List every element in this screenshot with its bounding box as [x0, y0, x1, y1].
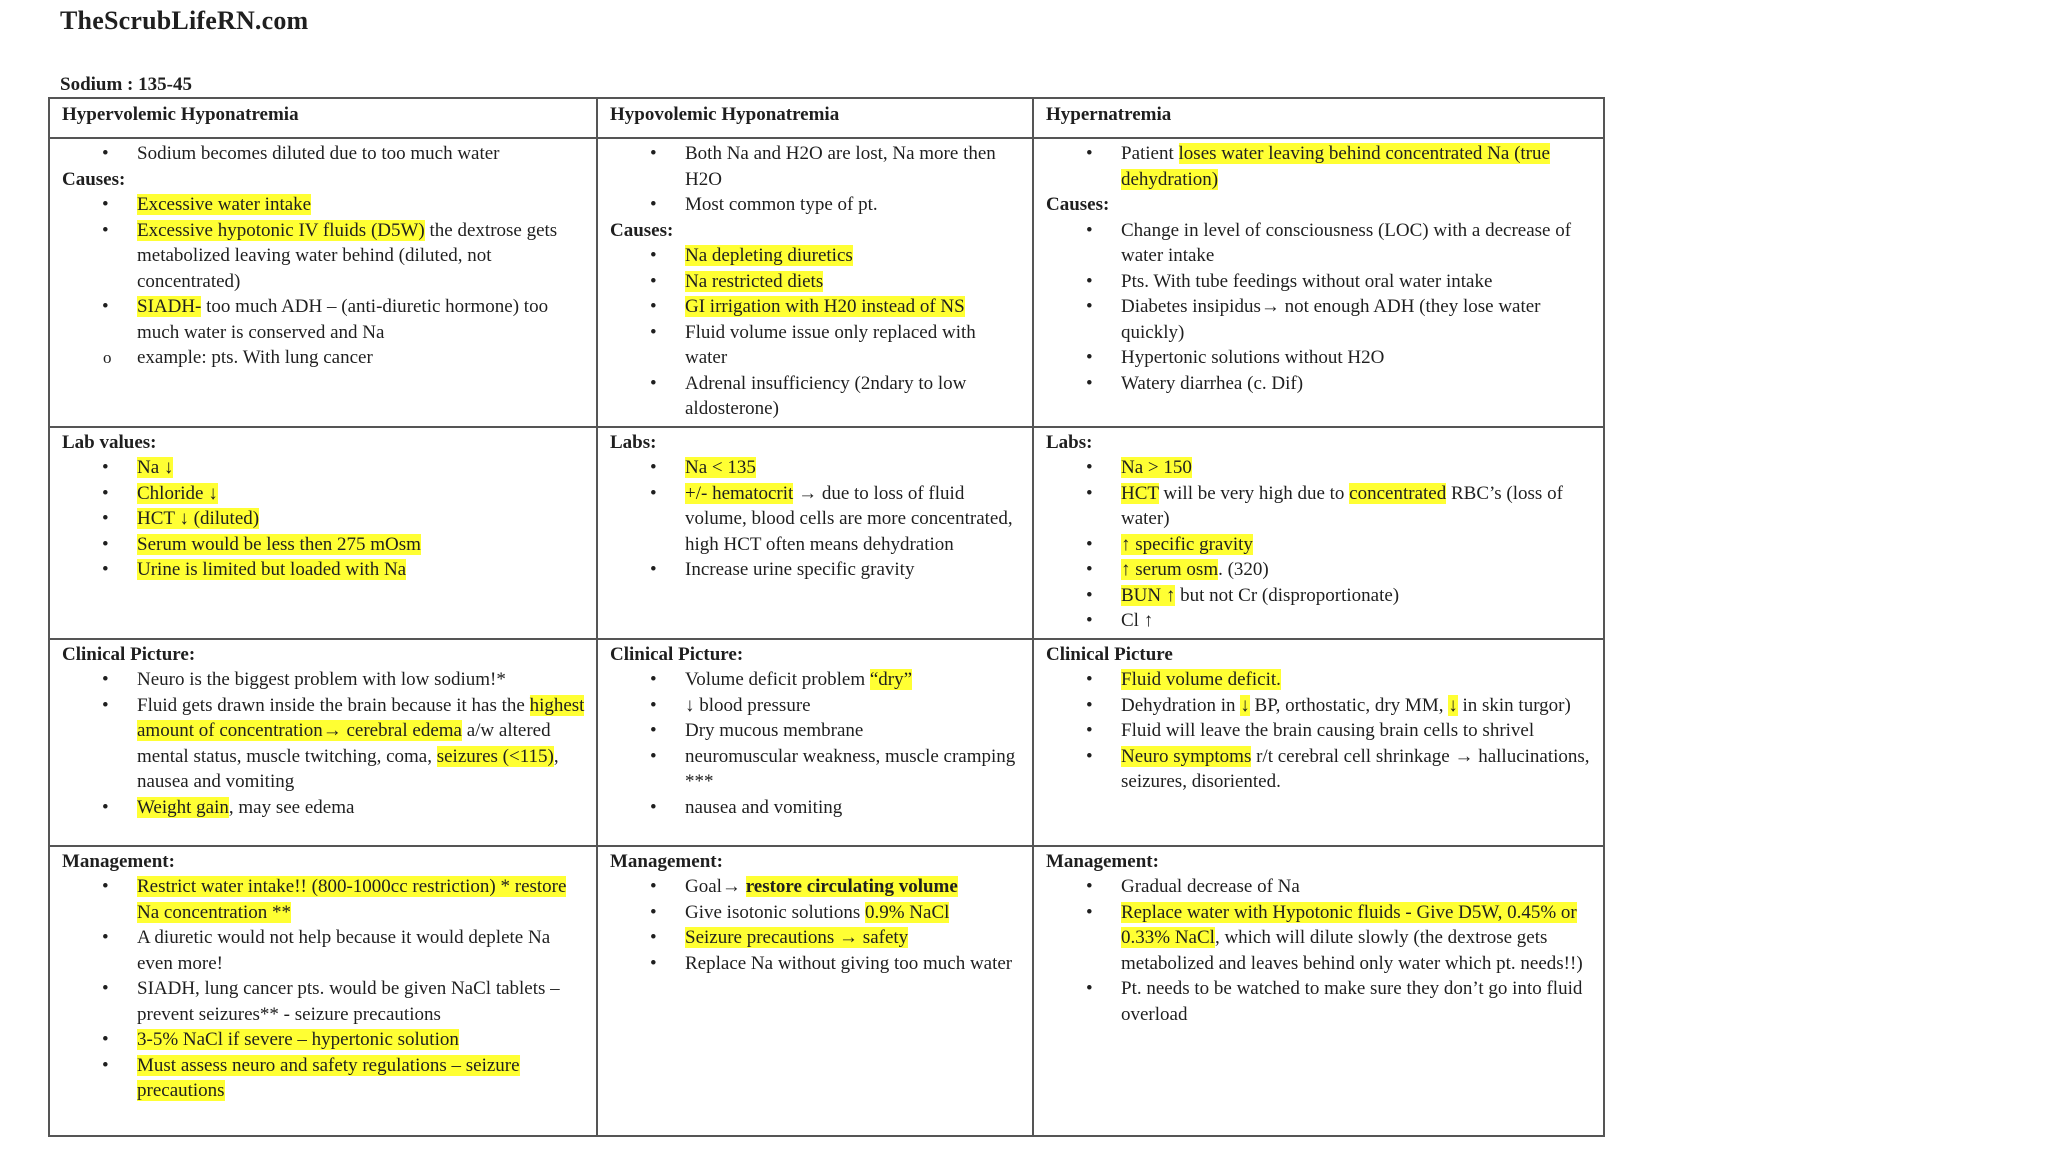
down-arrow-icon: ↓ [1240, 694, 1250, 716]
hypovolemic-causes-cell [597, 138, 1033, 427]
list-item: • Must assess neuro and safety regulations – seizure precautions [62, 1053, 586, 1104]
list-item: • Na depleting diuretics [610, 243, 1022, 269]
list-item: • Patient loses water leaving behind concentrated Na (true dehydration) [1046, 141, 1593, 192]
list-item: • Fluid volume deficit. [1046, 667, 1593, 693]
list-item: • Excessive hypotonic IV fluids (D5W) the dextrose gets metabolized leaving water behind (diluted, not concentrated) [62, 218, 586, 295]
clinical-label: Clinical Picture: [610, 643, 744, 665]
list-item: • HCT will be very high due to concentrated RBC’s (loss of water) [1046, 481, 1593, 532]
list-item: • 3-5% NaCl if severe – hypertonic solution [62, 1027, 586, 1053]
list-item: • Dehydration in ↓ BP, orthostatic, dry MM, ↓ in skin turgor) [1046, 693, 1593, 719]
list-item: • Pts. With tube feedings without oral water intake [1046, 269, 1593, 295]
list-item: • Volume deficit problem “dry” [610, 667, 1022, 693]
sodium-table [48, 97, 1605, 1137]
list-item: • +/- hematocrit → due to loss of fluid volume, blood cells are more concentrated, high HCT often means dehydration [610, 481, 1022, 558]
list-item: • Serum would be less then 275 mOsm [62, 532, 586, 558]
list-item: • Watery diarrhea (c. Dif) [1046, 371, 1593, 397]
list-item: • ↑ serum osm. (320) [1046, 557, 1593, 583]
site-title: TheScrubLifeRN.com [60, 6, 309, 35]
list-item: • Increase urine specific gravity [610, 557, 1022, 583]
list-item: • ↓ blood pressure [610, 693, 1022, 719]
list-item: • HCT ↓ (diluted) [62, 506, 586, 532]
labs-label: Labs: [1046, 431, 1093, 453]
causes-label: Causes: [1046, 194, 1110, 215]
list-item: • Both Na and H2O are lost, Na more then H2O [610, 141, 1022, 192]
list-item: • Sodium becomes diluted due to too much water [62, 141, 586, 167]
list-item: • BUN ↑ but not Cr (disproportionate) [1046, 583, 1593, 609]
hypovolemic-clinical-cell [597, 639, 1033, 846]
list-item: • Give isotonic solutions 0.9% NaCl [610, 900, 1022, 926]
list-item: • Cl ↑ [1046, 608, 1593, 634]
list-item: • ↑ specific gravity [1046, 532, 1593, 558]
list-item: • SIADH, lung cancer pts. would be given NaCl tablets – prevent seizures** - seizure precautions [62, 976, 586, 1027]
list-item: • Neuro symptoms r/t cerebral cell shrinkage → hallucinations, seizures, disoriented. [1046, 744, 1593, 795]
hypervolemic-clinical-cell [49, 639, 597, 846]
list-item: • Na restricted diets [610, 269, 1022, 295]
list-item: • SIADH- too much ADH – (anti-diuretic hormone) too much water is conserved and Na o example: pts. With lung cancer [62, 294, 586, 371]
list-item: • Goal→ restore circulating volume [610, 874, 1022, 900]
hypernatremia-causes-cell [1033, 138, 1604, 427]
hypernatremia-management-cell [1033, 846, 1604, 1136]
hypernatremia-labs-cell [1033, 427, 1604, 639]
header-hypovolemic: Hypovolemic Hyponatremia [597, 98, 1033, 138]
management-label: Management: [1046, 850, 1159, 872]
management-row [49, 846, 1604, 1136]
labs-label: Lab values: [62, 431, 157, 453]
header-hypernatremia: Hypernatremia [1033, 98, 1604, 138]
labs-label: Labs: [610, 431, 657, 453]
clinical-label: Clinical Picture: [62, 643, 196, 665]
causes-row [49, 138, 1604, 427]
list-item: • Change in level of consciousness (LOC) with a decrease of water intake [1046, 218, 1593, 269]
hypervolemic-management-cell [49, 846, 597, 1136]
hypervolemic-causes-cell [49, 138, 597, 427]
section-title: Sodium : 135-45 [60, 74, 192, 95]
header-hypervolemic: Hypervolemic Hyponatremia [49, 98, 597, 138]
list-item: • GI irrigation with H20 instead of NS [610, 294, 1022, 320]
list-item: • Fluid gets drawn inside the brain because it has the highest amount of concentration→ cerebral edema a/w altered mental status, muscle twitching, coma, seizures (<115), nausea and vomiting [62, 693, 586, 795]
list-item: • Neuro is the biggest problem with low sodium!* [62, 667, 586, 693]
causes-label: Causes: [62, 168, 126, 190]
list-item: • Dry mucous membrane [610, 718, 1022, 744]
hypovolemic-labs-cell [597, 427, 1033, 639]
management-label: Management: [62, 850, 175, 872]
list-item: • Pt. needs to be watched to make sure they don’t go into fluid overload [1046, 976, 1593, 1027]
list-item: • Urine is limited but loaded with Na [62, 557, 586, 583]
list-item: • neuromuscular weakness, muscle cramping *** [610, 744, 1022, 795]
list-item: • Restrict water intake!! (800-1000cc restriction) * restore Na concentration ** [62, 874, 586, 925]
list-item: • Na ↓ [62, 455, 586, 481]
list-item: • Hypertonic solutions without H2O [1046, 345, 1593, 371]
list-item: • Excessive water intake [62, 192, 586, 218]
list-item: • Na < 135 [610, 455, 1022, 481]
hypovolemic-management-cell [597, 846, 1033, 1136]
list-item: • Chloride ↓ [62, 481, 586, 507]
list-item: • Replace water with Hypotonic fluids - Give D5W, 0.45% or 0.33% NaCl, which will dilute slowly (the dextrose gets metabolized and leaves behind only water which pt. needs!!) [1046, 900, 1593, 977]
list-item: • A diuretic would not help because it would deplete Na even more! [62, 925, 586, 976]
labs-row [49, 427, 1604, 639]
list-item: • Seizure precautions → safety [610, 925, 1022, 951]
list-item: • Gradual decrease of Na [1046, 874, 1593, 900]
list-item: • Diabetes insipidus→ not enough ADH (they lose water quickly) [1046, 294, 1593, 345]
sub-list-item: o example: pts. With lung cancer [137, 345, 586, 371]
management-label: Management: [610, 850, 723, 872]
list-item: • nausea and vomiting [610, 795, 1022, 821]
causes-label: Causes: [610, 219, 674, 241]
hypervolemic-labs-cell [49, 427, 597, 639]
clinical-label: Clinical Picture [1046, 643, 1173, 665]
list-item: • Replace Na without giving too much water [610, 951, 1022, 977]
list-item: • Na > 150 [1046, 455, 1593, 481]
clinical-row [49, 639, 1604, 846]
list-item: • Weight gain, may see edema [62, 795, 586, 821]
list-item: • Most common type of pt. [610, 192, 1022, 218]
header-row [49, 98, 1604, 138]
list-item: • Fluid will leave the brain causing brain cells to shrivel [1046, 718, 1593, 744]
list-item: • Adrenal insufficiency (2ndary to low aldosterone) [610, 371, 1022, 422]
hypernatremia-clinical-cell [1033, 639, 1604, 846]
list-item: • Fluid volume issue only replaced with water [610, 320, 1022, 371]
